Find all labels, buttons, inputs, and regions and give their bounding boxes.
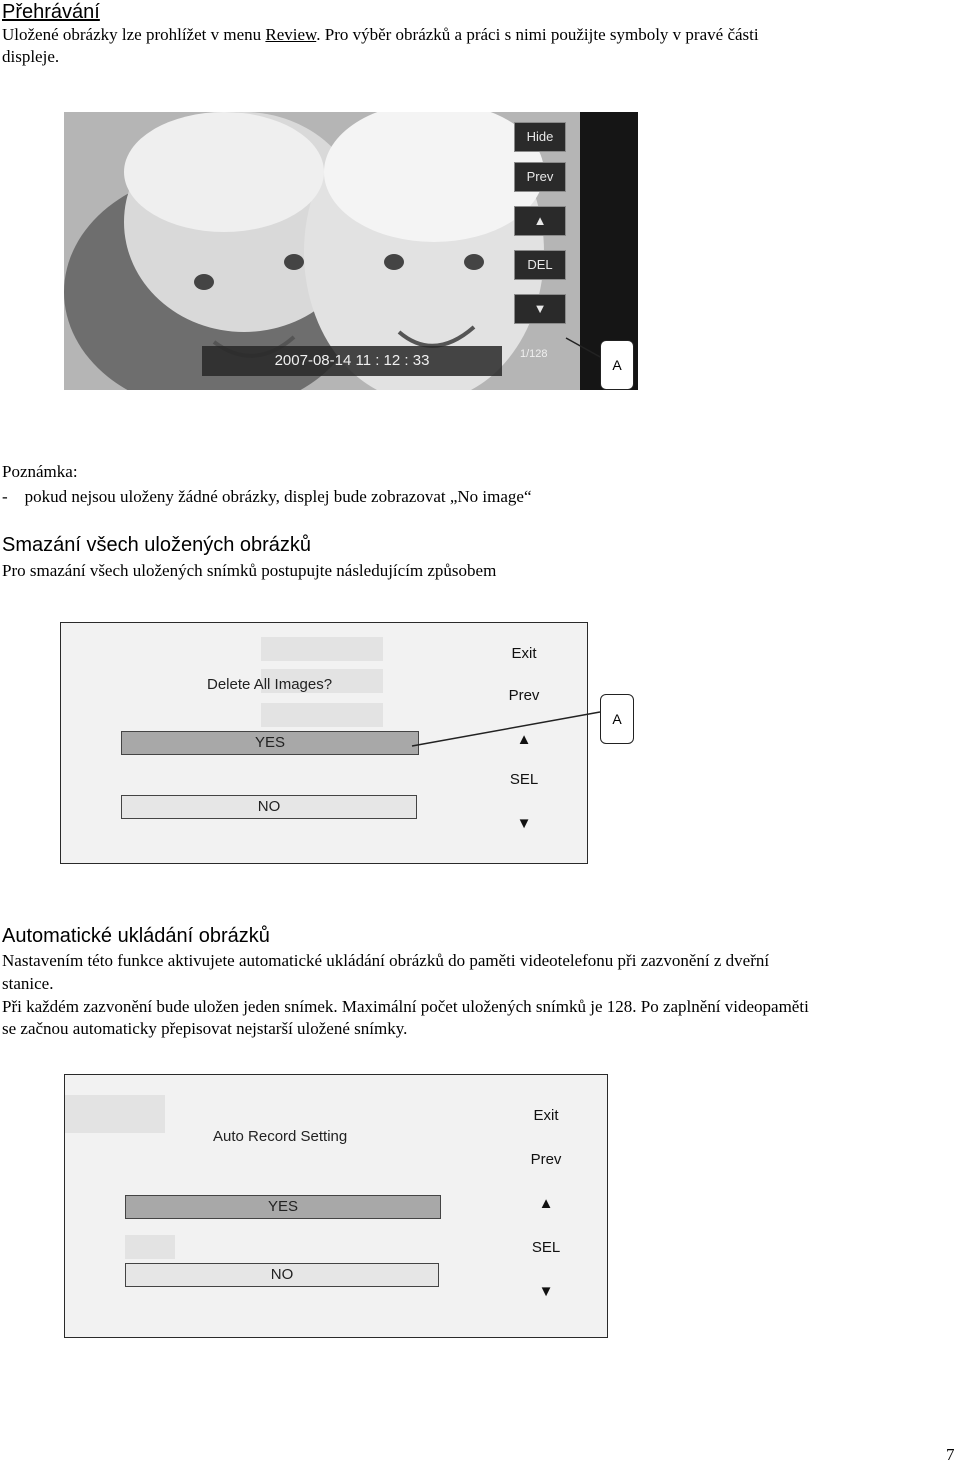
background-ghost-4 [65,1095,165,1133]
sel-button[interactable]: SEL [531,1239,561,1256]
callout-a-2: A [600,694,634,744]
no-option[interactable]: NO [121,795,417,819]
auto-save-line3: Při každém zazvonění bude uložen jeden snímek. Maximální počet uložených snímků je 128. Po zaplnění videopaměti [2,997,809,1016]
up-arrow-button[interactable]: ▲ [514,206,566,236]
yes-option[interactable]: YES [125,1195,441,1219]
down-arrow-button[interactable]: ▼ [516,815,532,832]
up-arrow-button[interactable]: ▲ [538,1195,554,1212]
exit-button[interactable]: Exit [533,1107,559,1124]
delete-all-text: Pro smazání všech uložených snímků postupujte následujícím způsobem [2,561,497,580]
review-link[interactable]: Review [265,25,317,44]
prev-button[interactable]: Prev [508,687,540,704]
no-option[interactable]: NO [125,1263,439,1287]
prev-button[interactable]: Prev [530,1151,562,1168]
playback-text-line1 [2,24,759,46]
review-screen-figure [64,108,638,392]
up-arrow-button[interactable]: ▲ [516,731,532,748]
sel-button[interactable]: SEL [509,771,539,788]
auto-save-line2: stanice. [2,974,54,993]
hide-button[interactable]: Hide [514,122,566,152]
playback-text-line2: displeje. [2,47,60,66]
down-arrow-button[interactable]: ▼ [514,294,566,324]
children-photo [64,112,580,390]
prev-button[interactable]: Prev [514,162,566,192]
callout-a: A [600,340,634,390]
auto-save-line1: Nastavením této funkce aktivujete automatické ukládání obrázků do paměti videotelefonu při zazvonění z dveřní [2,951,770,970]
callout-arrow [564,334,604,364]
timestamp-overlay: 2007-08-14 11 : 12 : 33 [202,346,502,376]
note-item: - pokud nejsou uloženy žádné obrázky, displej bude zobrazovat „No image“ [2,487,532,506]
background-ghost-5 [125,1235,175,1259]
auto-save-line4: se začnou automaticky přepisovat nejstarší uložené snímky. [2,1019,408,1038]
callout-arrow-2 [410,700,602,750]
image-counter: 1/128 [520,348,548,360]
background-ghost-1 [261,637,383,661]
playback-text-pre: Uložené obrázky lze prohlížet v menu [2,25,266,44]
auto-record-figure [64,1074,608,1338]
heading-playback: Přehrávání [2,1,100,23]
exit-button[interactable]: Exit [511,645,537,662]
delete-all-title: Delete All Images? [207,676,333,693]
background-ghost-3 [261,703,383,727]
heading-delete-all: Smazání všech uložených obrázků [2,534,312,556]
page-number: 7 [946,1445,955,1464]
heading-auto-save: Automatické ukládání obrázků [2,925,270,947]
note-label: Poznámka: [2,462,78,481]
auto-record-title: Auto Record Setting [213,1128,348,1145]
yes-option[interactable]: YES [121,731,419,755]
down-arrow-button[interactable]: ▼ [538,1283,554,1300]
del-button[interactable]: DEL [514,250,566,280]
playback-text-post: . Pro výběr obrázků a práci s nimi použijte symboly v pravé části [316,25,759,44]
